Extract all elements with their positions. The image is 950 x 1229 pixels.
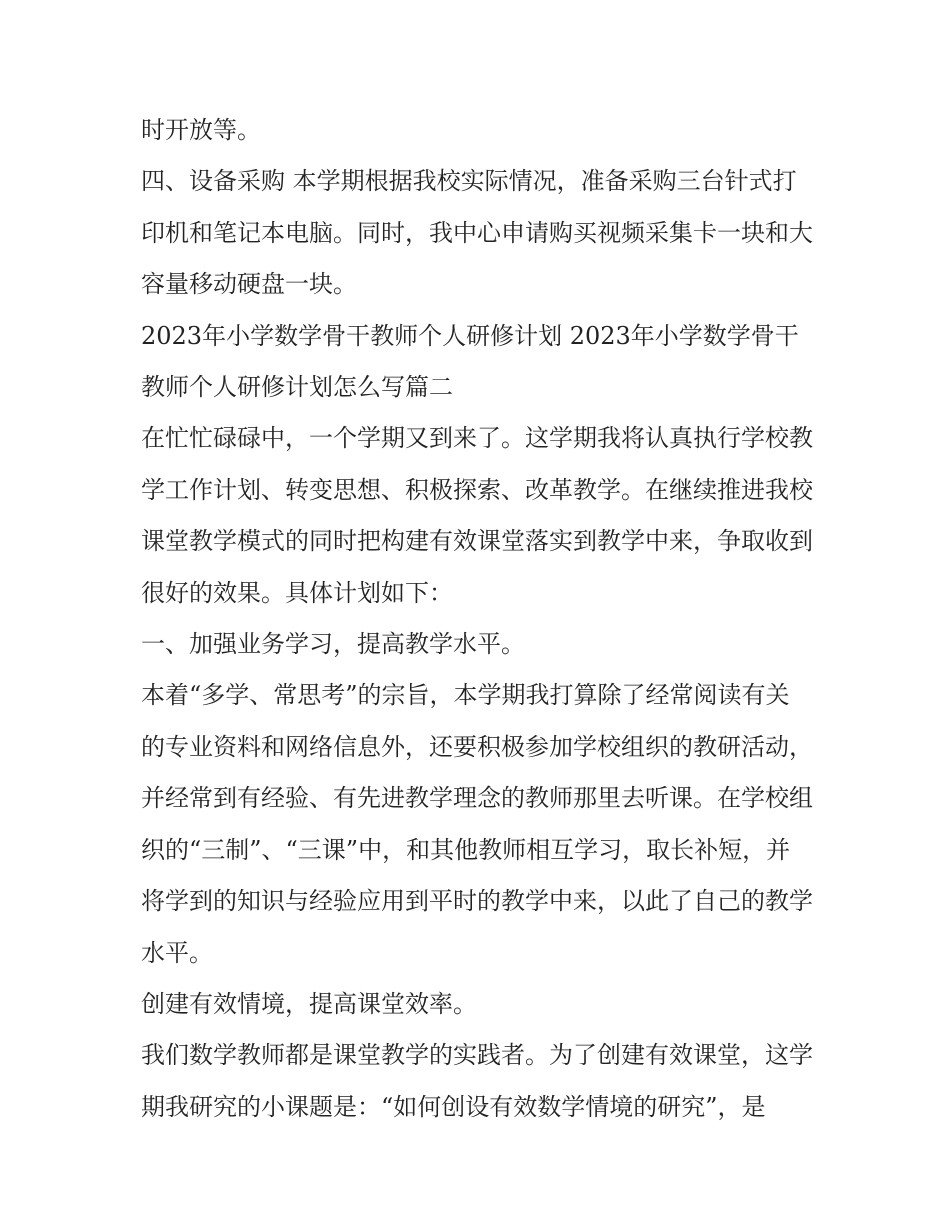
- paragraph-6: 本着“多学、常思考”的宗旨，本学期我打算除了经常阅读有关的专业资料和网络信息外，还要积极参加学校组织的教研活动，并经常到有经验、有先进教学理念的教师那里去听课。在学校组织的“三制”、“三课”中，和其他教师相互学习，取长补短，并将学到的知识与经验应用到平时的教学中来，以此了自己的教学水平。: [141, 681, 813, 967]
- paragraph-1: 时开放等。: [141, 116, 261, 144]
- paragraph-4: 在忙忙碌碌中，一个学期又到来了。这学期我将认真执行学校教学工作计划、转变思想、积极探索、改革教学。在继续推进我校课堂教学模式的同时把构建有效课堂落实到教学中来，争取收到很好的效果。具体计划如下：: [141, 424, 813, 607]
- paragraph-3-heading: 2023年小学数学骨干教师个人研修计划 2023年小学数学骨干教师个人研修计划怎么写篇二: [141, 321, 799, 402]
- paragraph-2: 四、设备采购 本学期根据我校实际情况，准备采购三台针式打印机和笔记本电脑。同时，我中心申请购买视频采集卡一块和大容量移动硬盘一块。: [141, 167, 813, 299]
- paragraph-7-heading: 创建有效情境，提高课堂效率。: [141, 989, 477, 1018]
- paragraph-5-heading: 一、加强业务学习，提高教学水平。: [141, 630, 525, 659]
- document-body: [141, 105, 813, 1133]
- paragraph-8: 我们数学教师都是课堂教学的实践者。为了创建有效课堂，这学期我研究的小课题是：“如何创设有效数学情境的研究”，是: [141, 1041, 813, 1121]
